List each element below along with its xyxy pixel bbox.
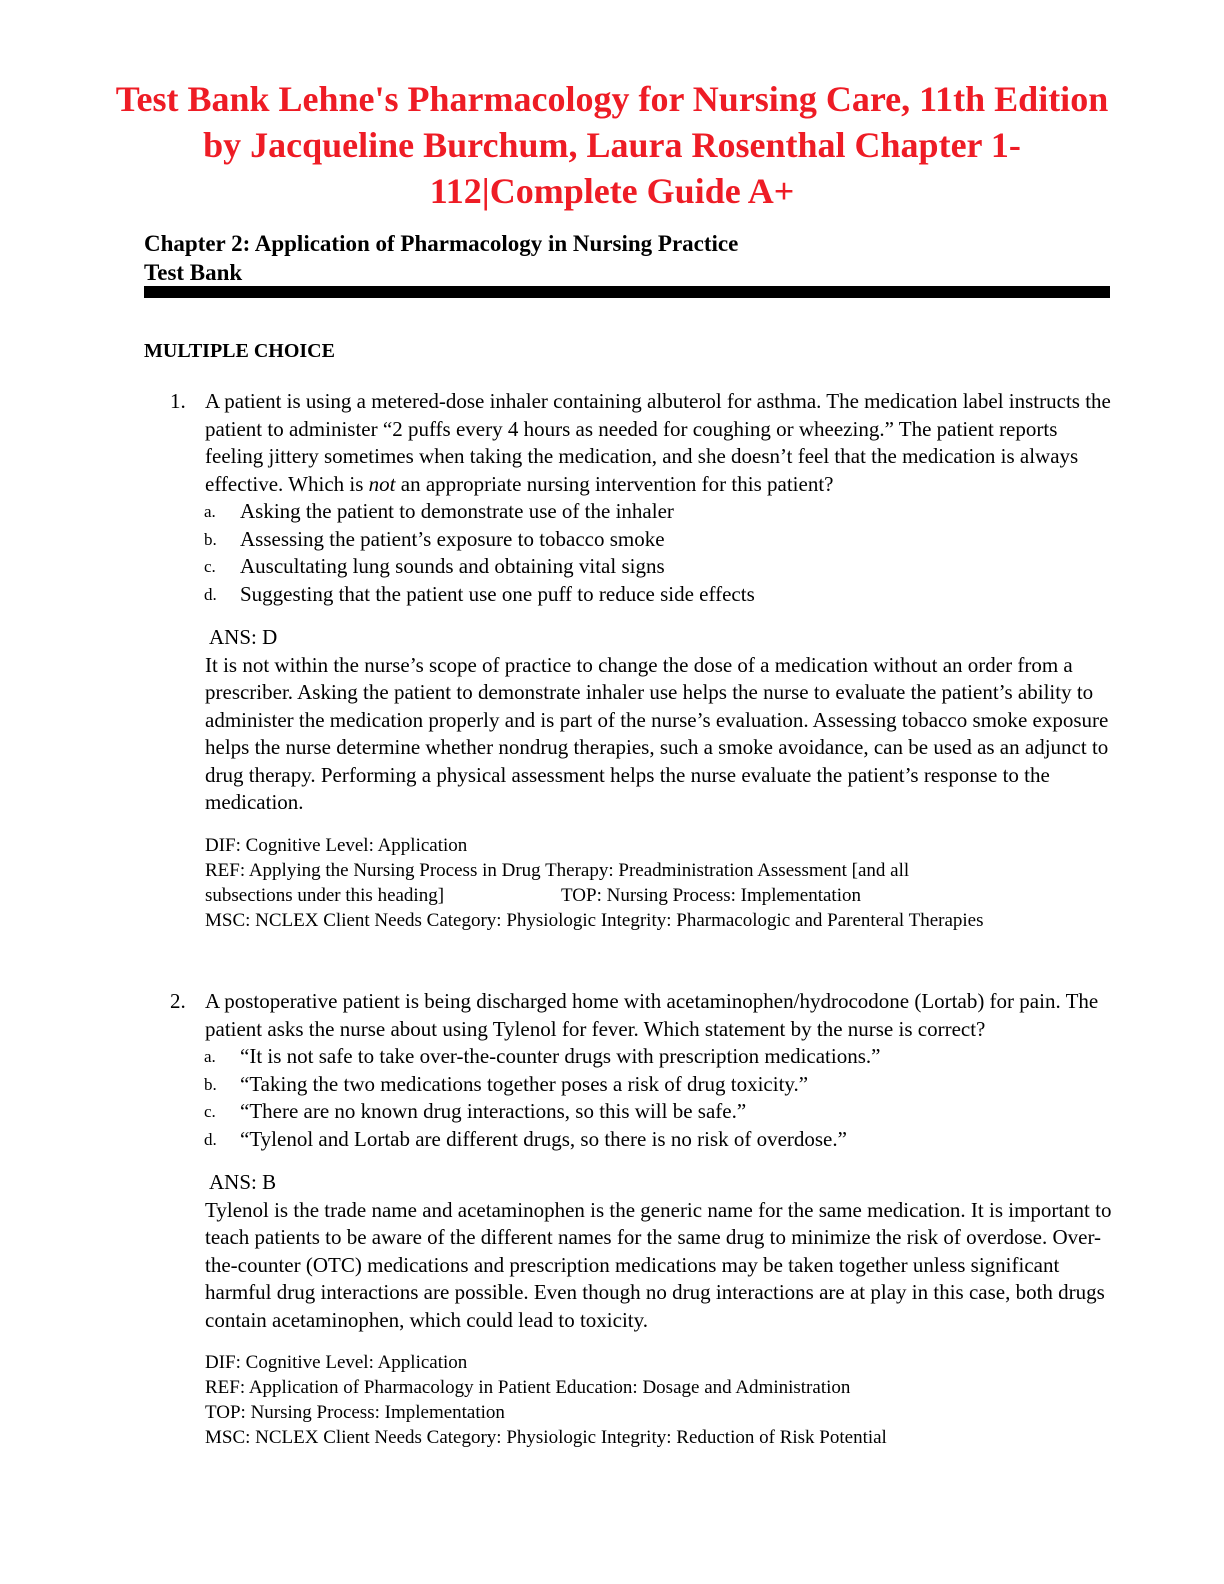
ref-line: REF: Applying the Nursing Process in Drug Therapy: Preadministration Assessment [and all <box>205 859 910 881</box>
chapter-heading: Chapter 2: Application of Pharmacology in Nursing Practice <box>144 231 739 256</box>
question-metadata <box>144 1350 1114 1450</box>
question-stem <box>144 988 1114 1043</box>
choice-c <box>144 553 1114 581</box>
answer-rationale: Tylenol is the trade name and acetaminophen is the generic name for the same medication. It is important to teach patients to be aware of the different names for the same drug to minimize the risk of overdose. Over-the-counter (OTC) medications and prescription medications may be taken together unless significant harmful drug interactions are possible. Even though no drug interactions are at play in this case, both drugs contain acetaminophen, which could lead to toxicity. <box>205 1197 1112 1332</box>
answer-label: ANS: D <box>209 625 278 649</box>
choice-text: “It is not safe to take over-the-counter drugs with prescription medications.” <box>240 1044 881 1068</box>
choice-a <box>144 1043 1114 1071</box>
choice-d <box>144 1126 1114 1154</box>
choice-c <box>144 1098 1114 1126</box>
choice-letter: a. <box>204 502 216 521</box>
choice-letter: d. <box>204 584 217 604</box>
choice-text: Assessing the patient’s exposure to tobacco smoke <box>240 526 665 551</box>
ref-top-line <box>205 883 1114 908</box>
top-line: TOP: Nursing Process: Implementation <box>561 884 861 906</box>
msc-line: MSC: NCLEX Client Needs Category: Physiologic Integrity: Reduction of Risk Potential <box>205 1427 887 1448</box>
section-label: MULTIPLE CHOICE <box>144 340 335 362</box>
answer-choices <box>144 498 1114 608</box>
choice-text: “There are no known drug interactions, so this will be safe.” <box>240 1099 747 1123</box>
choice-text: Auscultating lung sounds and obtaining vital signs <box>240 554 665 578</box>
header-rule <box>144 286 1110 298</box>
dif-line: DIF: Cognitive Level: Application <box>205 834 468 856</box>
choice-text: “Tylenol and Lortab are different drugs, so there is no risk of overdose.” <box>240 1126 847 1151</box>
chapter-header <box>144 229 738 287</box>
stem-text: A postoperative patient is being discharged home with acetaminophen/hydrocodone (Lortab) for pain. The patient asks the nurse about using Tylenol for fever. Which statement by the nurse is correct? <box>205 989 1099 1041</box>
choice-d <box>144 581 1114 609</box>
choice-text: Suggesting that the patient use one puff to reduce side effects <box>240 581 755 606</box>
question-1 <box>144 388 1114 933</box>
dif-line: DIF: Cognitive Level: Application <box>205 1352 468 1373</box>
answer-choices <box>144 1043 1114 1153</box>
choice-text: “Taking the two medications together poses a risk of drug toxicity.” <box>240 1071 809 1096</box>
document-title: Test Bank Lehne's Pharmacology for Nursing Care, 11th Edition by Jacqueline Burchum, Laura Rosenthal Chapter 1-112|Complete Guide A+ <box>115 79 1109 211</box>
choice-letter: c. <box>204 1102 216 1121</box>
answer-block <box>144 624 1114 817</box>
answer-label: ANS: B <box>209 1170 277 1194</box>
question-stem <box>144 388 1114 498</box>
choice-letter: b. <box>204 1074 217 1094</box>
chapter-subheading: Test Bank <box>144 260 243 285</box>
question-metadata <box>144 833 1114 933</box>
top-line: TOP: Nursing Process: Implementation <box>205 1402 505 1423</box>
stem-emphasis: not <box>368 471 396 496</box>
answer-rationale: It is not within the nurse’s scope of practice to change the dose of a medication without an order from a prescriber. Asking the patient to demonstrate inhaler use helps the nurse to evaluate the patient’s ability to administer the medication properly and is part of the nurse’s evaluation. Assessing tobacco smoke exposure helps the nurse determine whether nondrug therapies, such a smoke avoidance, can be used as an adjunct to drug therapy. Performing a physical assessment helps the nurse evaluate the patient’s response to the medication. <box>205 652 1109 814</box>
choice-a <box>144 498 1114 526</box>
choice-text: Asking the patient to demonstrate use of the inhaler <box>240 499 674 523</box>
choice-b <box>144 1071 1114 1099</box>
question-number: 1. <box>170 389 186 413</box>
choice-b <box>144 526 1114 554</box>
ref-continuation: subsections under this heading] <box>205 884 445 906</box>
choice-letter: c. <box>204 557 216 576</box>
question-2 <box>144 988 1114 1450</box>
ref-line: REF: Application of Pharmacology in Patient Education: Dosage and Administration <box>205 1377 851 1398</box>
choice-letter: a. <box>204 1047 216 1066</box>
msc-line: MSC: NCLEX Client Needs Category: Physiologic Integrity: Pharmacologic and Parenteral Therapies <box>205 909 984 931</box>
question-number: 2. <box>170 989 186 1013</box>
answer-block <box>144 1169 1114 1334</box>
stem-text: A patient is using a metered-dose inhaler containing albuterol for asthma. The medication label instructs the patient to administer “2 puffs every 4 hours as needed for coughing or wheezing.” The patient reports feeling jittery sometimes when taking the medication, and she doesn’t feel that the medication is always effective. Which is <box>205 389 1111 496</box>
choice-letter: d. <box>204 1129 217 1149</box>
stem-text-end: an appropriate nursing intervention for this patient? <box>395 471 834 496</box>
choice-letter: b. <box>204 529 217 549</box>
